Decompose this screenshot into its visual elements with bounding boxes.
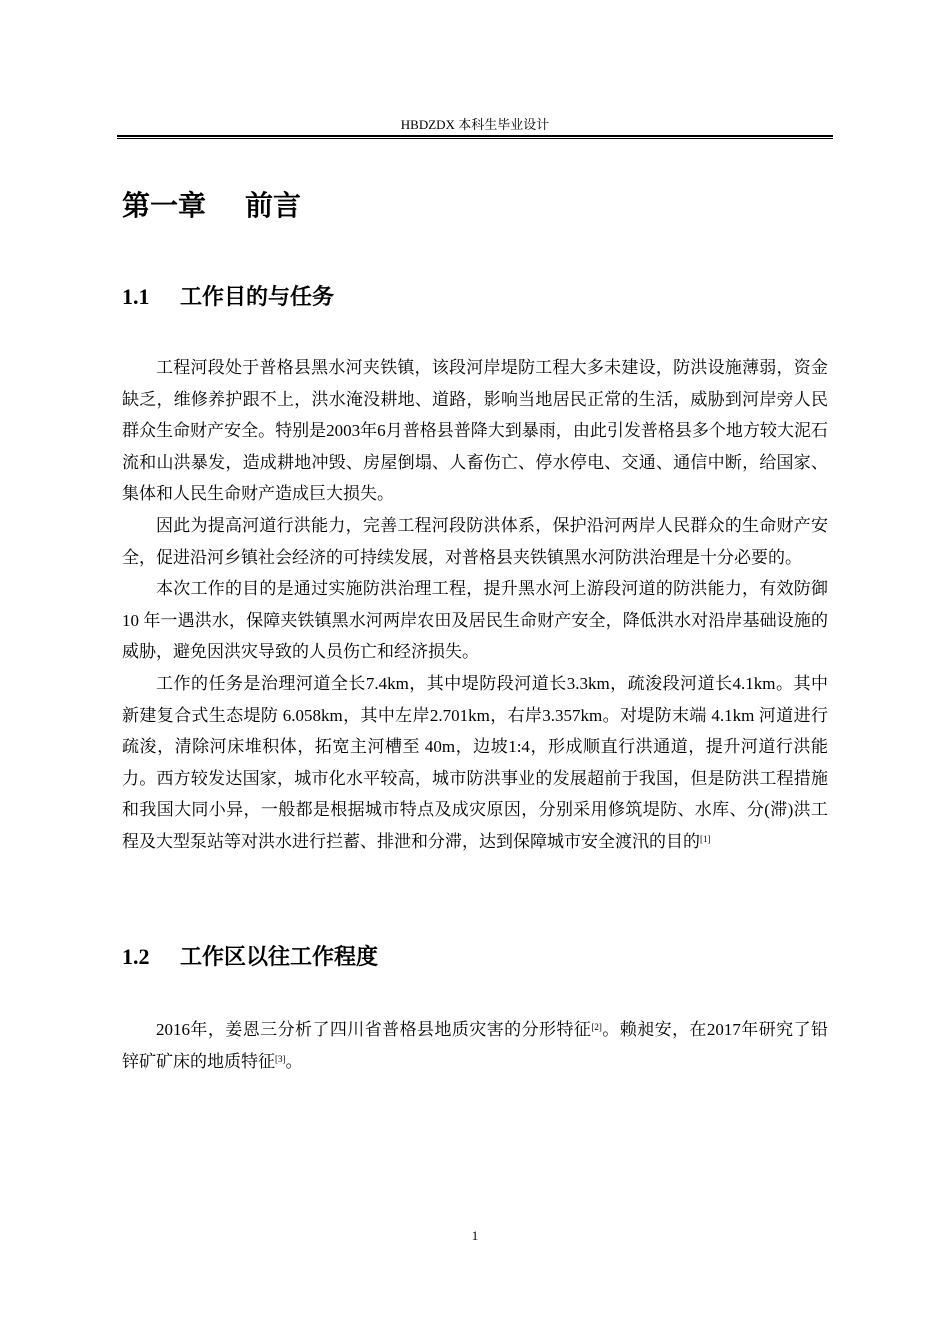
paragraph-with-citation (122, 668, 828, 858)
paragraph: 本次工作的目的是通过实施防洪治理工程，提升黑水河上游段河道的防洪能力，有效防御 10 年一遇洪水，保障夹铁镇黑水河两岸农田及居民生命财产安全，降低洪水对沿岸基础设施的威胁，避免因洪灾导致的人员伤亡和经济损失。 (122, 579, 828, 662)
section-heading-1-2 (122, 941, 378, 974)
citation-ref[interactable]: [1] (700, 833, 711, 844)
paragraph: 因此为提高河道行洪能力，完善工程河段防洪体系，保护沿河两岸人民群众的生命财产安全，促进沿河乡镇社会经济的可持续发展，对普格县夹铁镇黑水河防洪治理是十分必要的。 (122, 515, 828, 567)
section-title-text: 工作目的与任务 (180, 285, 335, 310)
paragraph-with-citations (122, 1014, 828, 1077)
section-title-text: 工作区以往工作程度 (180, 945, 379, 970)
chapter-title: 第一章 前言 (122, 189, 301, 222)
section-number: 1.1 (122, 284, 150, 309)
paragraph-text: 工作的任务是治理河道全长7.4km，其中堤防段河道长3.3km，疏浚段河道长4.1km。其中新建复合式生态堤防 6.058km，其中左岸2.701km，右岸3.357km。对堤防末端 4.1km 河道进行疏浚，清除河床堆积体，拓宽主河槽至 40m，边坡1:4，形成顺直行洪通道，提升河道行洪能力。西方较发达国家，城市化水平较高，城市防洪事业的发展超前于我国，但是防洪工程措施和我国大同小异，一般都是根据城市特点及成灾原因，分别采用修筑堤防、水库、分(滞)洪工程及大型泵站等对洪水进行拦蓄、排泄和分滞，达到保障城市安全渡汛的目的 (122, 673, 828, 851)
citation-ref[interactable]: [2] (591, 1022, 602, 1032)
section-number: 1.2 (122, 944, 150, 969)
citation-ref[interactable]: [3] (275, 1053, 286, 1064)
paragraph-text: 。赖昶安，在2017年研究了铅锌矿矿床的地质特征 (122, 1020, 829, 1071)
header-rule-thin (117, 138, 833, 139)
section-1-2-body (122, 1014, 828, 1077)
header-rule-thick (117, 135, 833, 137)
paragraph-text: 。 (285, 1051, 303, 1071)
paragraph: 工程河段处于普格县黑水河夹铁镇，该段河岸堤防工程大多未建设，防洪设施薄弱，资金缺乏，维修养护跟不上，洪水淹没耕地、道路，影响当地居民正常的生活，威胁到河岸旁人民群众生命财产安全。特别是2003年6月普格县普降大到暴雨，由此引发普格县多个地方较大泥石流和山洪暴发，造成耕地冲毁、房屋倒塌、人畜伤亡、停水停电、交通、通信中断，给国家、集体和人民生命财产造成巨大损失。 (122, 358, 828, 504)
section-1-1-body (122, 352, 828, 858)
paragraph-text: 2016年，姜恩三分析了四川省普格县地质灾害的分形特征 (156, 1020, 592, 1039)
running-header: HBDZDX 本科生毕业设计 (400, 117, 550, 132)
page-number: 1 (471, 1228, 479, 1243)
section-heading-1-1 (122, 281, 334, 314)
